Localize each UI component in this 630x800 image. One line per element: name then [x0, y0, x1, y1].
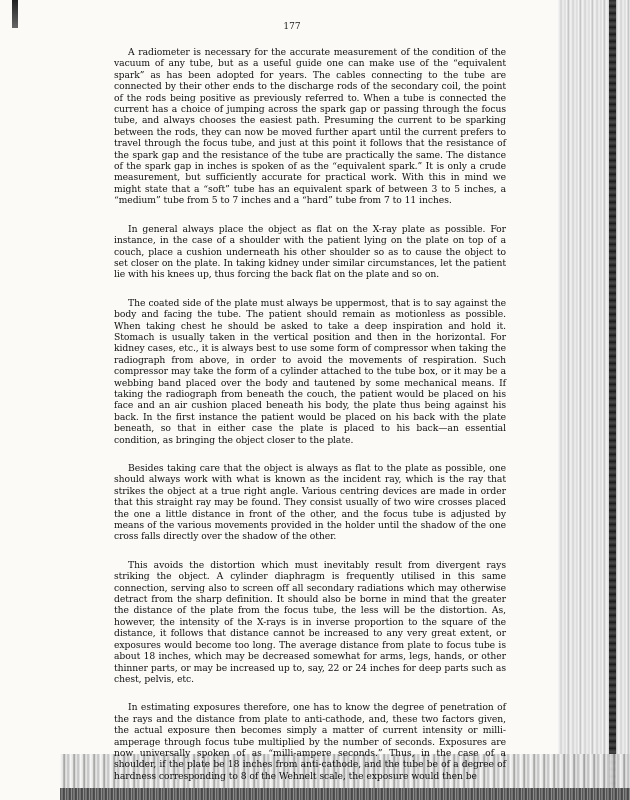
- paragraph-object-placement: In general always place the object as flat on the X-ray plate as possible. For instance, in the case of a shoulder with the patient lying on the plate on top of a couch, place a cushion underneath his other shoulder so as to cause the object to set closer on the plate. In taking kidney under similar circumstances, let the patient lie with his knees up, thus forcing the back flat on the plate and so on.: [114, 223, 506, 281]
- paragraph-radiometer: A radiometer is necessary for the accurate measurement of the condition of the vacuum of any tube, but as a useful guide one can make use of the “equivalent spark” as has been adopted for years. The cables connecting to the tube are connected by their other ends to the discharge rods of the secondary coil, the point of the rods being positive as previously referred to. When a tube is connected the current has a choice of jumping across the spark gap or passing through the focus tube, and always chooses the easiest path. Presuming the current to be sparking between the rods, they can now be moved further apart until the current prefers to travel through the focus tube, and just at this point it follows that the resistance of the spark gap and the resistance of the tube are practically the same. The distance of the spark gap in inches is spoken of as the “equivalent spark.” It is only a crude measurement, but sufficiently accurate for practical work. With this in mind we might state that a “soft” tube has an equivalent spark of between 3 to 5 inches, a “medium” tube from 5 to 7 inches and a “hard” tube from 7 to 11 inches.: [114, 47, 506, 207]
- paragraph-plate-orientation: The coated side of the plate must always be uppermost, that is to say against the body and facing the tube. The patient should remain as motionless as possible. When taking chest he should be asked to take a deep inspiration and hold it. Stomach is usually taken in the vertical position and then in the horizontal. For kidney cases, etc., it is always best to use some form of compressor when taking the radiograph from above, in order to avoid the movements of respiration. Such compressor may take the form of a cylinder attached to the tube box, or it may be a webbing band placed over the body and tautened by some mechanical means. If taking the radiograph from beneath the couch, the patient would be placed on his face and an air cushion placed beneath his body, the plate thus being against his back. In the first instance the patient would be placed on his back with the plate beneath, so that in either case the plate is placed to his back—an essential condition, as bringing the object closer to the plate.: [114, 297, 506, 446]
- page-number: 177: [283, 22, 301, 32]
- page-edge-mark: [12, 0, 18, 28]
- body-text: [114, 47, 506, 799]
- book-binding-edge: [558, 0, 630, 800]
- paragraph-exposures: In estimating exposures therefore, one has to know the degree of penetration of the rays and the distance from plate to anti-cathode, and, these two factors given, the actual exposure then becomes simply a matter of current intensity or milli-amperage through focus tube multiplied by the number of seconds. Exposures are now universally spoken of as “milli-ampere seconds.” Thus, in the case of a shoulder, if the plate be 18 inches from anti-cathode, and the tube be of a degree of hardness corresponding to 8 of the Wehnelt scale, the exposure would then be: [114, 702, 506, 782]
- paragraph-distortion: This avoids the distortion which must inevitably result from divergent rays striking the object. A cylinder diaphragm is frequently utilised in this same connection, serving also to screen off all secondary radiations which may otherwise detract from the sharp definition. It should also be borne in mind that the greater the distance of the plate from the focus tube, the less will be the distortion. As, however, the intensity of the X-rays is in inverse proportion to the square of the distance, it follows that distance cannot be increased to any very great extent, or exposures would become too long. The average distance from plate to focus tube is about 18 inches, which may be decreased somewhat for arms, legs, hands, or other thinner parts, or may be increased up to, say, 22 or 24 inches for deep parts such as chest, pelvis, etc.: [114, 559, 506, 685]
- binding-shadow: [609, 0, 616, 800]
- paragraph-incident-ray: Besides taking care that the object is always as flat to the plate as possible, one should always work with what is known as the incident ray, which is the ray that strikes the object at a true right angle. Various centring devices are made in order that this straight ray may be found. They consist usually of two wire crosses placed the one a little distance in front of the other, and the focus tube is adjusted by means of the various movements provided in the holder until the shadow of the one cross falls directly over the shadow of the other.: [114, 463, 506, 543]
